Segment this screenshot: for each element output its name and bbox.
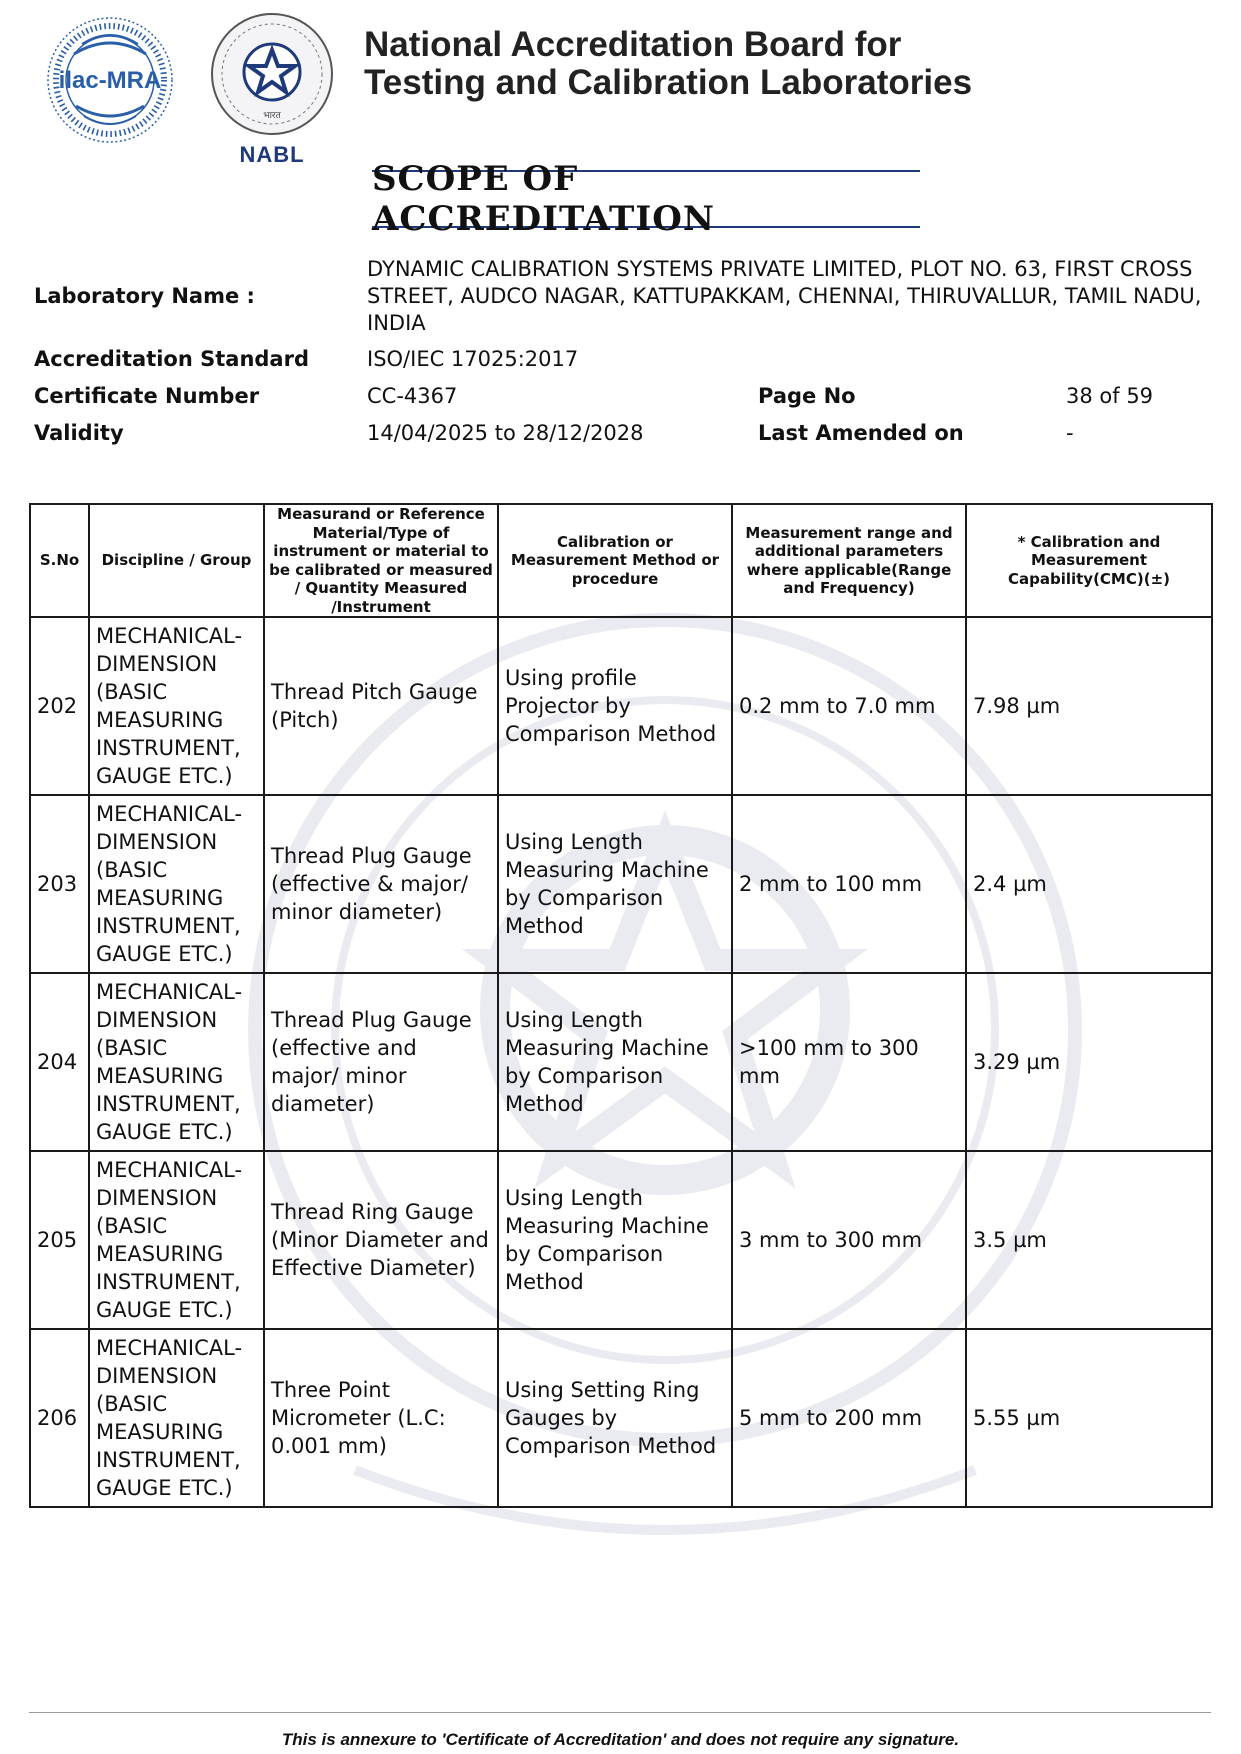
cell-method: Using Length Measuring Machine by Comparison Method [498, 1151, 732, 1329]
certificate-number-value: CC-4367 [367, 384, 458, 408]
cell-discipline: MECHANICAL- DIMENSION (BASIC MEASURING INSTRUMENT, GAUGE ETC.) [89, 617, 264, 795]
certificate-number-label: Certificate Number [34, 384, 260, 408]
cell-sno: 205 [30, 1151, 89, 1329]
nabl-seal-text: भारत [263, 111, 281, 121]
ilac-logo-text: ilac-MRA [58, 67, 162, 94]
table-row [30, 973, 1212, 1151]
cell-discipline: MECHANICAL- DIMENSION (BASIC MEASURING INSTRUMENT, GAUGE ETC.) [89, 795, 264, 973]
org-title-line2: Testing and Calibration Laboratories [364, 63, 973, 102]
last-amended-label: Last Amended on [758, 421, 964, 445]
nabl-logo [208, 10, 336, 170]
footer-divider [29, 1712, 1211, 1713]
cell-discipline: MECHANICAL- DIMENSION (BASIC MEASURING INSTRUMENT, GAUGE ETC.) [89, 1151, 264, 1329]
standard-label: Accreditation Standard [34, 347, 309, 371]
cell-cmc: 3.29 µm [966, 973, 1212, 1151]
lab-name-label: Laboratory Name : [34, 284, 255, 308]
last-amended-value: - [1066, 421, 1074, 445]
cell-cmc: 5.55 µm [966, 1329, 1212, 1507]
table-row [30, 795, 1212, 973]
table-row [30, 617, 1212, 795]
validity-value: 14/04/2025 to 28/12/2028 [367, 421, 644, 445]
ilac-mra-logo [44, 14, 176, 146]
cell-range: 5 mm to 200 mm [732, 1329, 966, 1507]
cell-sno: 206 [30, 1329, 89, 1507]
page-no-label: Page No [758, 384, 856, 408]
footer-note: This is annexure to 'Certificate of Accreditation' and does not require any signature. [281, 1730, 960, 1749]
table-row [30, 1329, 1212, 1507]
cell-discipline: MECHANICAL- DIMENSION (BASIC MEASURING INSTRUMENT, GAUGE ETC.) [89, 1329, 264, 1507]
scope-title-box [372, 159, 920, 239]
cell-cmc: 7.98 µm [966, 617, 1212, 795]
cell-measurand: Thread Plug Gauge (effective and major/ minor diameter) [264, 973, 498, 1151]
cell-method: Using profile Projector by Comparison Method [498, 617, 732, 795]
header-discipline: Discipline / Group [89, 504, 264, 617]
lab-name-value: DYNAMIC CALIBRATION SYSTEMS PRIVATE LIMITED, PLOT NO. 63, FIRST CROSS STREET, AUDCO NAGAR, KATTUPAKKAM, CHENNAI, THIRUVALLUR, TAMIL NADU, INDIA [367, 257, 1202, 335]
standard-value: ISO/IEC 17025:2017 [367, 347, 579, 371]
cell-sno: 203 [30, 795, 89, 973]
cell-measurand: Thread Plug Gauge (effective & major/ minor diameter) [264, 795, 498, 973]
cell-sno: 202 [30, 617, 89, 795]
cell-measurand: Thread Ring Gauge (Minor Diameter and Effective Diameter) [264, 1151, 498, 1329]
org-title-line1: National Accreditation Board for [364, 25, 902, 64]
cell-method: Using Setting Ring Gauges by Comparison Method [498, 1329, 732, 1507]
nabl-logo-text: NABL [239, 142, 305, 167]
organization-title [364, 26, 972, 102]
header-sno: S.No [30, 504, 89, 617]
scope-title: SCOPE OF ACCREDITATION [372, 159, 715, 239]
cell-measurand: Thread Pitch Gauge (Pitch) [264, 617, 498, 795]
cell-discipline: MECHANICAL- DIMENSION (BASIC MEASURING INSTRUMENT, GAUGE ETC.) [89, 973, 264, 1151]
table-row [30, 1151, 1212, 1329]
scope-table [29, 503, 1213, 1508]
cell-range: >100 mm to 300 mm [732, 973, 966, 1151]
header-range: Measurement range and additional parameters where applicable(Range and Frequency) [732, 504, 966, 617]
cell-method: Using Length Measuring Machine by Comparison Method [498, 973, 732, 1151]
header-method: Calibration or Measurement Method or procedure [498, 504, 732, 617]
header-cmc: * Calibration and Measurement Capability(CMC)(±) [966, 504, 1212, 617]
cell-measurand: Three Point Micrometer (L.C: 0.001 mm) [264, 1329, 498, 1507]
cell-cmc: 2.4 µm [966, 795, 1212, 973]
cell-sno: 204 [30, 973, 89, 1151]
cell-range: 0.2 mm to 7.0 mm [732, 617, 966, 795]
table-header-row [30, 504, 1212, 617]
header-measurand: Measurand or Reference Material/Type of instrument or material to be calibrated or measured / Quantity Measured /Instrument [264, 504, 498, 617]
validity-label: Validity [34, 421, 124, 445]
cell-method: Using Length Measuring Machine by Comparison Method [498, 795, 732, 973]
cell-cmc: 3.5 µm [966, 1151, 1212, 1329]
cell-range: 3 mm to 300 mm [732, 1151, 966, 1329]
page-no-value: 38 of 59 [1066, 384, 1154, 408]
cell-range: 2 mm to 100 mm [732, 795, 966, 973]
